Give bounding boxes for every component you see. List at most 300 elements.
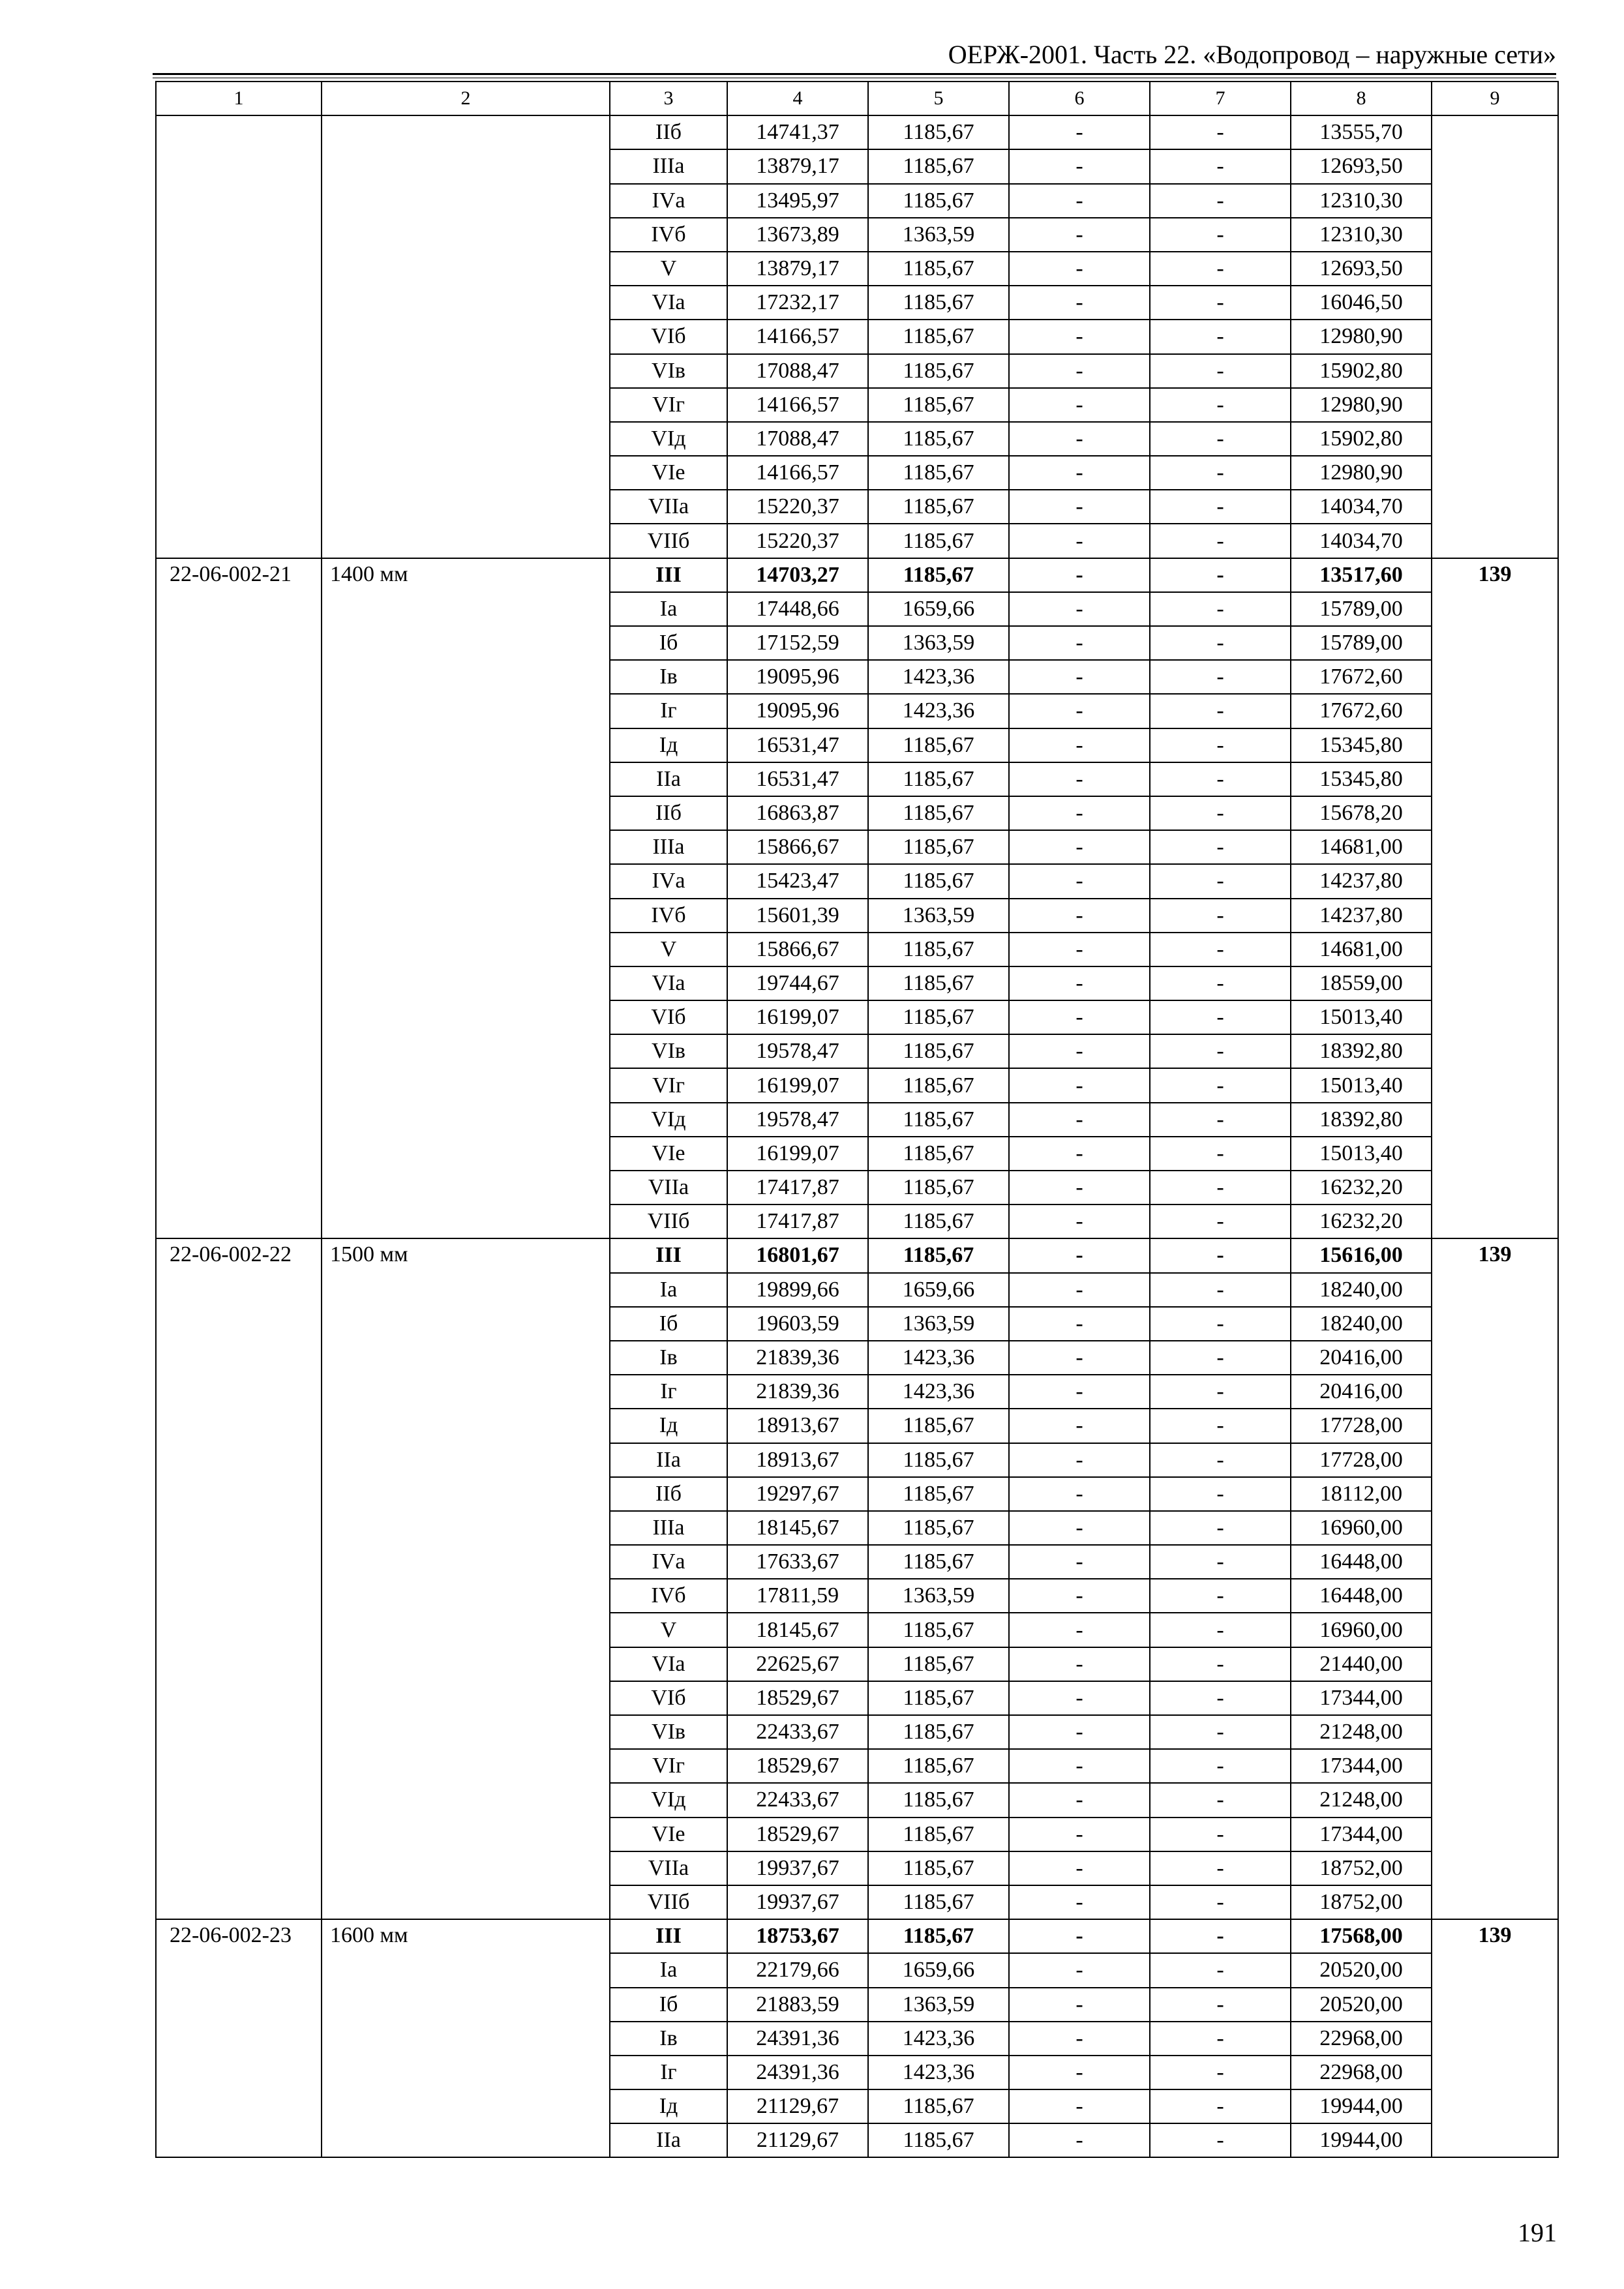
value-col6: -: [1009, 966, 1150, 1000]
value-col7: -: [1150, 286, 1291, 320]
value-col8: 12980,90: [1291, 388, 1432, 422]
value-col4: 13879,17: [727, 252, 868, 286]
value-col7: -: [1150, 1885, 1291, 1919]
value-col4: 21839,36: [727, 1375, 868, 1409]
value-col5: 1185,67: [868, 1545, 1009, 1579]
page-number: 191: [1518, 2218, 1557, 2247]
group-cell: VIе: [610, 1818, 727, 1851]
value-col7: -: [1150, 1953, 1291, 1987]
value-col8: 17344,00: [1291, 1749, 1432, 1783]
value-col7: -: [1150, 1000, 1291, 1034]
value-col5: 1363,59: [868, 1579, 1009, 1613]
value-col4: 16199,07: [727, 1068, 868, 1102]
diameter-name: 1400 мм: [322, 558, 610, 1239]
value-col6: -: [1009, 1443, 1150, 1477]
column-number-row: [156, 82, 1558, 115]
column-number: 5: [868, 82, 1009, 115]
group-cell: V: [610, 252, 727, 286]
value-col8: 15902,80: [1291, 422, 1432, 456]
group-cell: III: [610, 1238, 727, 1272]
value-col7: -: [1150, 218, 1291, 252]
value-col4: 19578,47: [727, 1103, 868, 1137]
value-col5: 1185,67: [868, 830, 1009, 864]
table-body: [156, 82, 1558, 2157]
group-cell: Iг: [610, 1375, 727, 1409]
value-col5: 1185,67: [868, 422, 1009, 456]
value-col8: 21248,00: [1291, 1715, 1432, 1749]
value-col5: 1185,67: [868, 1443, 1009, 1477]
diameter-name: 1600 мм: [322, 1919, 610, 2157]
value-col6: -: [1009, 1034, 1150, 1068]
value-col8: 17344,00: [1291, 1681, 1432, 1715]
value-col4: 19744,67: [727, 966, 868, 1000]
value-col7: -: [1150, 1647, 1291, 1681]
value-col4: 19297,67: [727, 1477, 868, 1511]
group-cell: VIе: [610, 456, 727, 490]
value-col7: -: [1150, 626, 1291, 660]
value-col7: -: [1150, 1511, 1291, 1545]
value-col4: 15220,37: [727, 490, 868, 524]
value-col6: -: [1009, 1953, 1150, 1987]
value-col5: 1185,67: [868, 1851, 1009, 1885]
value-col4: 16531,47: [727, 728, 868, 762]
value-col8: 16448,00: [1291, 1545, 1432, 1579]
group-cell: IVб: [610, 218, 727, 252]
value-col7: -: [1150, 1613, 1291, 1647]
value-col4: 13879,17: [727, 149, 868, 183]
value-col8: 22968,00: [1291, 2022, 1432, 2056]
value-col6: -: [1009, 1204, 1150, 1238]
value-col4: 17417,87: [727, 1204, 868, 1238]
value-col8: 16232,20: [1291, 1204, 1432, 1238]
value-col6: -: [1009, 456, 1150, 490]
value-col4: 19937,67: [727, 1885, 868, 1919]
group-cell: VIб: [610, 1681, 727, 1715]
value-col6: -: [1009, 1000, 1150, 1034]
value-col7: -: [1150, 1988, 1291, 2022]
value-col5: 1185,67: [868, 2089, 1009, 2123]
value-col4: 13495,97: [727, 184, 868, 218]
value-col8: 17568,00: [1291, 1919, 1432, 1953]
table-row-main: [156, 1919, 1558, 1953]
group-cell: Iб: [610, 1988, 727, 2022]
value-col5: 1185,67: [868, 524, 1009, 558]
group-cell: Iб: [610, 1307, 727, 1341]
value-col4: 18529,67: [727, 1749, 868, 1783]
value-col8: 21248,00: [1291, 1783, 1432, 1817]
value-col4: 17152,59: [727, 626, 868, 660]
value-col6: -: [1009, 115, 1150, 149]
value-col7: -: [1150, 1409, 1291, 1443]
value-col5: 1659,66: [868, 1953, 1009, 1987]
value-col5: 1185,67: [868, 456, 1009, 490]
group-cell: III: [610, 558, 727, 592]
value-col7: -: [1150, 1034, 1291, 1068]
value-col5: 1185,67: [868, 728, 1009, 762]
value-col5: 1185,67: [868, 149, 1009, 183]
value-col7: -: [1150, 864, 1291, 898]
value-col7: -: [1150, 899, 1291, 933]
value-col5: 1185,67: [868, 796, 1009, 830]
value-col7: -: [1150, 1273, 1291, 1307]
column-number: 4: [727, 82, 868, 115]
value-col5: 1659,66: [868, 1273, 1009, 1307]
table-row-main: [156, 558, 1558, 592]
value-col8: 20520,00: [1291, 1953, 1432, 1987]
value-col5: 1185,67: [868, 1204, 1009, 1238]
value-col7: -: [1150, 1579, 1291, 1613]
value-col8: 12310,30: [1291, 184, 1432, 218]
value-col6: -: [1009, 694, 1150, 728]
value-col7: -: [1150, 762, 1291, 796]
value-col5: 1185,67: [868, 558, 1009, 592]
column-number: 9: [1432, 82, 1558, 115]
group-cell: VIв: [610, 1034, 727, 1068]
value-col7: -: [1150, 694, 1291, 728]
value-col8: 12693,50: [1291, 149, 1432, 183]
value-col8: 15013,40: [1291, 1068, 1432, 1102]
value-col7: -: [1150, 320, 1291, 353]
value-col8: 18112,00: [1291, 1477, 1432, 1511]
page-ref: 139: [1432, 1919, 1558, 2157]
group-cell: IIб: [610, 1477, 727, 1511]
value-col8: 16960,00: [1291, 1511, 1432, 1545]
value-col6: -: [1009, 558, 1150, 592]
value-col5: 1185,67: [868, 933, 1009, 966]
value-col7: -: [1150, 2056, 1291, 2089]
value-col5: 1185,67: [868, 1171, 1009, 1204]
value-col6: -: [1009, 2056, 1150, 2089]
group-cell: IIIа: [610, 149, 727, 183]
value-col4: 22433,67: [727, 1715, 868, 1749]
value-col6: -: [1009, 218, 1150, 252]
rate-code: 22-06-002-22: [156, 1238, 322, 1919]
value-col7: -: [1150, 966, 1291, 1000]
value-col8: 15345,80: [1291, 728, 1432, 762]
value-col5: 1185,67: [868, 286, 1009, 320]
value-col5: 1423,36: [868, 1341, 1009, 1375]
value-col8: 19944,00: [1291, 2123, 1432, 2157]
value-col8: 18559,00: [1291, 966, 1432, 1000]
value-col6: -: [1009, 1341, 1150, 1375]
value-col4: 21129,67: [727, 2123, 868, 2157]
value-col6: -: [1009, 796, 1150, 830]
value-col6: -: [1009, 2123, 1150, 2157]
value-col6: -: [1009, 388, 1150, 422]
value-col6: -: [1009, 1238, 1150, 1272]
value-col5: 1423,36: [868, 1375, 1009, 1409]
value-col8: 13517,60: [1291, 558, 1432, 592]
group-cell: V: [610, 1613, 727, 1647]
value-col4: 16531,47: [727, 762, 868, 796]
value-col5: 1185,67: [868, 490, 1009, 524]
value-col6: -: [1009, 660, 1150, 694]
value-col7: -: [1150, 422, 1291, 456]
value-col7: -: [1150, 830, 1291, 864]
value-col6: -: [1009, 1749, 1150, 1783]
group-cell: VIб: [610, 320, 727, 353]
value-col6: -: [1009, 1647, 1150, 1681]
column-number: 7: [1150, 82, 1291, 115]
group-cell: IVа: [610, 864, 727, 898]
table-row: [156, 115, 1558, 149]
value-col7: -: [1150, 1818, 1291, 1851]
group-cell: Iд: [610, 728, 727, 762]
value-col4: 24391,36: [727, 2056, 868, 2089]
value-col7: -: [1150, 354, 1291, 388]
value-col7: -: [1150, 490, 1291, 524]
value-col8: 14237,80: [1291, 864, 1432, 898]
value-col5: 1185,67: [868, 115, 1009, 149]
value-col7: -: [1150, 660, 1291, 694]
value-col7: -: [1150, 149, 1291, 183]
value-col7: -: [1150, 1375, 1291, 1409]
group-cell: VIе: [610, 1137, 727, 1171]
value-col5: 1185,67: [868, 1715, 1009, 1749]
value-col8: 12980,90: [1291, 456, 1432, 490]
value-col4: 19095,96: [727, 694, 868, 728]
value-col4: 17811,59: [727, 1579, 868, 1613]
value-col5: 1185,67: [868, 1613, 1009, 1647]
value-col7: -: [1150, 1443, 1291, 1477]
value-col7: -: [1150, 1681, 1291, 1715]
value-col8: 18240,00: [1291, 1307, 1432, 1341]
value-col6: -: [1009, 1409, 1150, 1443]
group-cell: IIIа: [610, 830, 727, 864]
value-col8: 17672,60: [1291, 694, 1432, 728]
value-col4: 14703,27: [727, 558, 868, 592]
group-cell: Iа: [610, 1953, 727, 1987]
value-col5: 1185,67: [868, 1000, 1009, 1034]
value-col7: -: [1150, 2089, 1291, 2123]
page-cell: [1432, 115, 1558, 558]
group-cell: IVа: [610, 1545, 727, 1579]
value-col5: 1185,67: [868, 1919, 1009, 1953]
value-col8: 15902,80: [1291, 354, 1432, 388]
value-col4: 18145,67: [727, 1511, 868, 1545]
value-col5: 1185,67: [868, 1137, 1009, 1171]
group-cell: Iд: [610, 2089, 727, 2123]
value-col7: -: [1150, 1715, 1291, 1749]
value-col5: 1185,67: [868, 354, 1009, 388]
value-col8: 18392,80: [1291, 1103, 1432, 1137]
value-col7: -: [1150, 796, 1291, 830]
value-col6: -: [1009, 1818, 1150, 1851]
value-col8: 18240,00: [1291, 1273, 1432, 1307]
value-col5: 1363,59: [868, 899, 1009, 933]
value-col7: -: [1150, 2123, 1291, 2157]
group-cell: VIIб: [610, 1885, 727, 1919]
value-col7: -: [1150, 252, 1291, 286]
group-cell: VIв: [610, 1715, 727, 1749]
value-col4: 24391,36: [727, 2022, 868, 2056]
value-col4: 16863,87: [727, 796, 868, 830]
value-col4: 22433,67: [727, 1783, 868, 1817]
table-row-main: [156, 1238, 1558, 1272]
group-cell: VIа: [610, 286, 727, 320]
value-col8: 12693,50: [1291, 252, 1432, 286]
value-col4: 18913,67: [727, 1409, 868, 1443]
group-cell: IIа: [610, 1443, 727, 1477]
name-cell: [322, 115, 610, 558]
value-col4: 14166,57: [727, 388, 868, 422]
value-col8: 17344,00: [1291, 1818, 1432, 1851]
value-col6: -: [1009, 286, 1150, 320]
value-col5: 1185,67: [868, 252, 1009, 286]
value-col6: -: [1009, 1783, 1150, 1817]
value-col8: 20520,00: [1291, 1988, 1432, 2022]
value-col8: 12980,90: [1291, 320, 1432, 353]
value-col4: 19603,59: [727, 1307, 868, 1341]
value-col5: 1185,67: [868, 1783, 1009, 1817]
rate-code: 22-06-002-21: [156, 558, 322, 1239]
group-cell: VIIа: [610, 1171, 727, 1204]
value-col4: 21129,67: [727, 2089, 868, 2123]
value-col4: 18529,67: [727, 1681, 868, 1715]
value-col7: -: [1150, 1749, 1291, 1783]
value-col4: 19095,96: [727, 660, 868, 694]
value-col6: -: [1009, 933, 1150, 966]
value-col6: -: [1009, 592, 1150, 626]
value-col5: 1363,59: [868, 218, 1009, 252]
column-number: 3: [610, 82, 727, 115]
value-col6: -: [1009, 320, 1150, 353]
group-cell: Iа: [610, 1273, 727, 1307]
page-ref: 139: [1432, 1238, 1558, 1919]
value-col5: 1423,36: [868, 694, 1009, 728]
value-col8: 13555,70: [1291, 115, 1432, 149]
value-col4: 21883,59: [727, 1988, 868, 2022]
value-col7: -: [1150, 558, 1291, 592]
rates-table: [155, 81, 1559, 2158]
value-col6: -: [1009, 1579, 1150, 1613]
value-col4: 15601,39: [727, 899, 868, 933]
group-cell: IIб: [610, 115, 727, 149]
value-col5: 1185,67: [868, 1681, 1009, 1715]
value-col6: -: [1009, 830, 1150, 864]
value-col8: 17728,00: [1291, 1443, 1432, 1477]
value-col7: -: [1150, 728, 1291, 762]
value-col5: 1423,36: [868, 2056, 1009, 2089]
group-cell: III: [610, 1919, 727, 1953]
value-col5: 1185,67: [868, 762, 1009, 796]
value-col7: -: [1150, 1238, 1291, 1272]
value-col7: -: [1150, 1919, 1291, 1953]
value-col8: 18752,00: [1291, 1885, 1432, 1919]
value-col6: -: [1009, 490, 1150, 524]
value-col8: 18392,80: [1291, 1034, 1432, 1068]
value-col4: 17088,47: [727, 354, 868, 388]
column-number: 1: [156, 82, 322, 115]
value-col6: -: [1009, 1103, 1150, 1137]
value-col6: -: [1009, 1307, 1150, 1341]
value-col8: 16232,20: [1291, 1171, 1432, 1204]
group-cell: Iв: [610, 660, 727, 694]
value-col8: 15345,80: [1291, 762, 1432, 796]
value-col5: 1185,67: [868, 1511, 1009, 1545]
value-col7: -: [1150, 388, 1291, 422]
value-col6: -: [1009, 1273, 1150, 1307]
value-col5: 1185,67: [868, 2123, 1009, 2157]
value-col6: -: [1009, 626, 1150, 660]
value-col4: 14166,57: [727, 320, 868, 353]
group-cell: IVа: [610, 184, 727, 218]
group-cell: IVб: [610, 1579, 727, 1613]
value-col6: -: [1009, 1613, 1150, 1647]
value-col8: 15789,00: [1291, 592, 1432, 626]
value-col6: -: [1009, 762, 1150, 796]
value-col6: -: [1009, 1477, 1150, 1511]
value-col8: 16448,00: [1291, 1579, 1432, 1613]
value-col4: 17088,47: [727, 422, 868, 456]
group-cell: Iа: [610, 592, 727, 626]
value-col8: 16046,50: [1291, 286, 1432, 320]
value-col5: 1185,67: [868, 1647, 1009, 1681]
group-cell: VIIб: [610, 1204, 727, 1238]
value-col6: -: [1009, 1851, 1150, 1885]
value-col4: 18913,67: [727, 1443, 868, 1477]
running-header: ОЕРЖ-2001. Часть 22. «Водопровод – наружные сети»: [948, 40, 1556, 69]
value-col8: 21440,00: [1291, 1647, 1432, 1681]
value-col8: 18752,00: [1291, 1851, 1432, 1885]
value-col5: 1185,67: [868, 320, 1009, 353]
value-col6: -: [1009, 1171, 1150, 1204]
value-col5: 1185,67: [868, 1477, 1009, 1511]
value-col5: 1185,67: [868, 966, 1009, 1000]
value-col6: -: [1009, 422, 1150, 456]
group-cell: VIа: [610, 1647, 727, 1681]
group-cell: Iб: [610, 626, 727, 660]
group-cell: IIа: [610, 2123, 727, 2157]
value-col4: 17448,66: [727, 592, 868, 626]
value-col5: 1185,67: [868, 1818, 1009, 1851]
value-col7: -: [1150, 592, 1291, 626]
value-col4: 14741,37: [727, 115, 868, 149]
value-col8: 15678,20: [1291, 796, 1432, 830]
value-col8: 16960,00: [1291, 1613, 1432, 1647]
page-ref: 139: [1432, 558, 1558, 1239]
value-col8: 20416,00: [1291, 1341, 1432, 1375]
value-col8: 14237,80: [1291, 899, 1432, 933]
value-col4: 19899,66: [727, 1273, 868, 1307]
group-cell: VIIа: [610, 490, 727, 524]
value-col8: 15013,40: [1291, 1000, 1432, 1034]
value-col5: 1185,67: [868, 1885, 1009, 1919]
group-cell: VIв: [610, 354, 727, 388]
value-col4: 16801,67: [727, 1238, 868, 1272]
rate-code: 22-06-002-23: [156, 1919, 322, 2157]
group-cell: VIг: [610, 1068, 727, 1102]
value-col4: 14166,57: [727, 456, 868, 490]
value-col5: 1185,67: [868, 1238, 1009, 1272]
value-col6: -: [1009, 1511, 1150, 1545]
group-cell: VIа: [610, 966, 727, 1000]
value-col5: 1185,67: [868, 1068, 1009, 1102]
value-col7: -: [1150, 184, 1291, 218]
group-cell: VIд: [610, 422, 727, 456]
value-col5: 1185,67: [868, 864, 1009, 898]
value-col7: -: [1150, 456, 1291, 490]
value-col6: -: [1009, 1068, 1150, 1102]
value-col4: 21839,36: [727, 1341, 868, 1375]
diameter-name: 1500 мм: [322, 1238, 610, 1919]
group-cell: Iг: [610, 694, 727, 728]
value-col4: 18145,67: [727, 1613, 868, 1647]
value-col4: 15866,67: [727, 933, 868, 966]
code-cell: [156, 115, 322, 558]
value-col7: -: [1150, 1171, 1291, 1204]
group-cell: V: [610, 933, 727, 966]
